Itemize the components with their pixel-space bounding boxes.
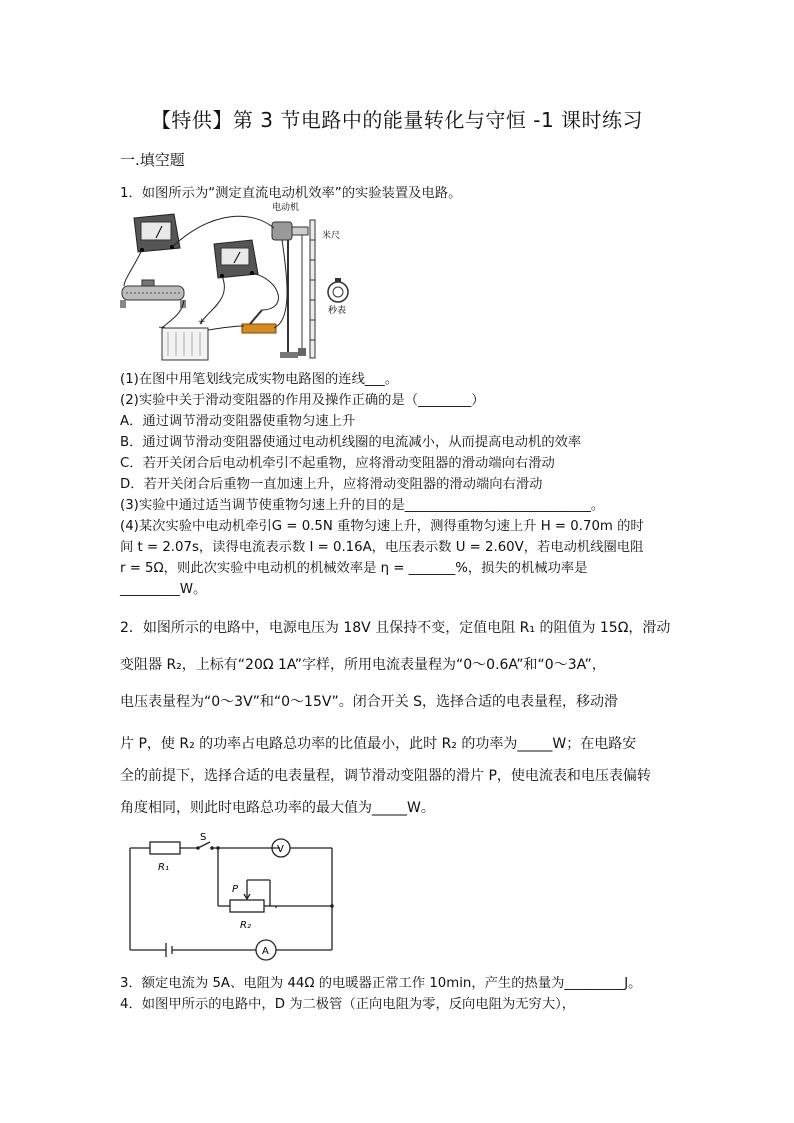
section-heading: 一.填空题 — [120, 151, 185, 169]
q1-stem: 1．如图所示为“测定直流电动机效率”的实验装置及电路。 — [120, 186, 462, 201]
q2-line2: 变阻器 R₂，上标有“20Ω 1A”字样，所用电流表量程为“0～0.6A”和“0～3A”， — [120, 657, 606, 673]
rheostat-icon — [120, 280, 186, 308]
svg-text:−: − — [158, 323, 166, 333]
q3-text: 3．额定电流为 5A、电阻为 44Ω 的电暖器正常工作 10min，产生的热量为_________J。 — [120, 976, 642, 991]
motor-efficiency-apparatus-figure — [112, 200, 372, 370]
fig2-label-slider: P — [232, 884, 239, 895]
q1-option-a: A．通过调节滑动变阻器使重物匀速上升 — [120, 414, 356, 429]
fig2-label-voltmeter: V — [277, 844, 284, 855]
q2-line4: 片 P，使 R₂ 的功率占电路总功率的比值最小，此时 R₂ 的功率为_____W；在电路安 — [120, 736, 637, 752]
q1-option-c: C．若开关闭合后电动机牵引不起重物，应将滑动变阻器的滑动端向右滑动 — [120, 456, 555, 471]
q1-part4-line4: _________W。 — [120, 582, 207, 597]
q2-line5: 全的前提下，选择合适的电表量程，调节滑动变阻器的滑片 P，使电流表和电压表偏转 — [120, 768, 651, 784]
fig2-label-switch: S — [200, 832, 207, 843]
q2-line6: 角度相同，则此时电路总功率的最大值为_____W。 — [120, 800, 435, 816]
q1-option-b: B．通过调节滑动变阻器使通过电动机线圈的电流减小，从而提高电动机的效率 — [120, 435, 582, 450]
q1-part3: (3)实验中通过适当调节使重物匀速上升的目的是____________________________。 — [120, 498, 605, 513]
q1-part1: (1)在图中用笔划线完成实物电路图的连线___。 — [120, 372, 399, 387]
fig-label-stopwatch: 秒表 — [328, 306, 347, 316]
page-title: 【特供】第 3 节电路中的能量转化与守恒 -1 课时练习 — [150, 108, 644, 132]
fig2-label-ammeter: A — [262, 946, 269, 957]
voltmeter-icon — [214, 240, 258, 278]
q1-part4-line3: r = 5Ω，则此次实验中电动机的机械效率是 η = _______%，损失的机械功率是 — [120, 561, 588, 576]
svg-text:+: + — [198, 317, 206, 327]
fig-label-ruler: 米尺 — [322, 231, 341, 241]
q1-part4-line2: 间 t = 2.07s，读得电流表示数 I = 0.16A，电压表示数 U = 2.60V，若电动机线圈电阻 — [120, 540, 644, 555]
q2-line3: 电压表量程为“0～3V”和“0～15V”。闭合开关 S，选择合适的电表量程，移动滑 — [120, 694, 619, 710]
q4-text: 4．如图甲所示的电路中，D 为二极管（正向电阻为零，反向电阻为无穷大）， — [120, 997, 576, 1012]
q1-option-d: D．若开关闭合后重物一直加速上升，应将滑动变阻器的滑动端向右滑动 — [120, 477, 543, 492]
motor-icon — [272, 222, 308, 356]
fig-label-motor: 电动机 — [272, 203, 300, 213]
q1-part4-line1: (4)某次实验中电动机牵引G = 0.5N 重物匀速上升，测得重物匀速上升 H = 0.70m 的时 — [120, 519, 644, 534]
q1-part2: (2)实验中关于滑动变阻器的作用及操作正确的是（________） — [120, 393, 485, 408]
fig2-label-r2: R₂ — [240, 920, 251, 931]
ruler-icon — [310, 220, 315, 358]
stopwatch-icon — [328, 278, 348, 302]
fig2-label-r1: R₁ — [158, 862, 169, 873]
q2-line1: 2．如图所示的电路中，电源电压为 18V 且保持不变，定值电阻 R₁ 的阻值为 15Ω，滑动 — [120, 620, 671, 636]
switch-icon — [242, 310, 276, 333]
q2-circuit-diagram — [120, 832, 350, 962]
